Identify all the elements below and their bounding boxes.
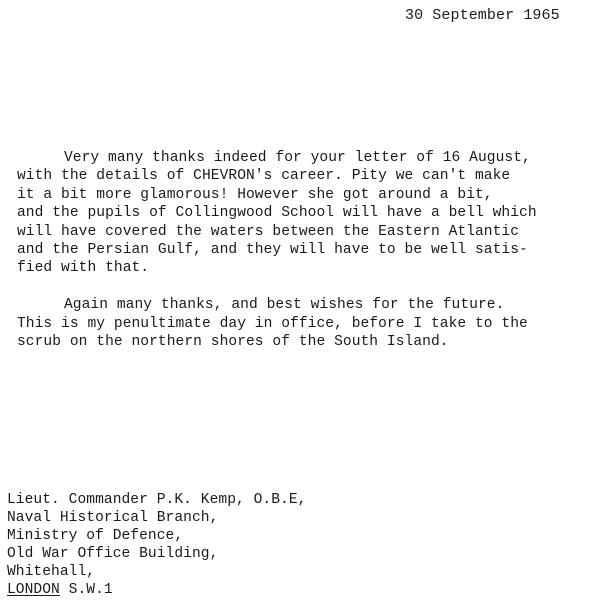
body-line: and the pupils of Collingwood School will have a bell which [17,205,537,222]
letter-body [17,149,592,370]
paragraph-1 [17,149,592,278]
body-line: with the details of CHEVRON's career. Pity we can't make [17,168,511,185]
address-city-line [7,581,306,599]
recipient-address [7,491,306,599]
body-line: fied with that. [17,260,150,277]
address-postcode: S.W.1 [68,582,113,598]
body-line: Again many thanks, and best wishes for the future. [64,297,505,314]
body-line: Very many thanks indeed for your letter of 16 August, [64,150,531,166]
address-line: Ministry of Defence, [7,528,184,544]
recipient-name: Lieut. Commander P.K. Kemp, O.B.E, [7,492,307,508]
address-line: Naval Historical Branch, [7,510,219,526]
address-line: Whitehall, [7,564,96,580]
address-city: LONDON [7,582,60,598]
body-line: This is my penultimate day in office, before I take to the [17,315,528,332]
body-line: will have covered the waters between the Eastern Atlantic [17,223,520,240]
paragraph-2 [17,296,592,351]
body-line: scrub on the northern shores of the South Island. [17,334,449,351]
letter-date: 30 September 1965 [405,7,560,24]
body-line: and the Persian Gulf, and they will have to be well satis- [17,242,528,259]
body-line: it a bit more glamorous! However she got around a bit, [17,186,493,203]
address-line: Old War Office Building, [7,546,219,562]
